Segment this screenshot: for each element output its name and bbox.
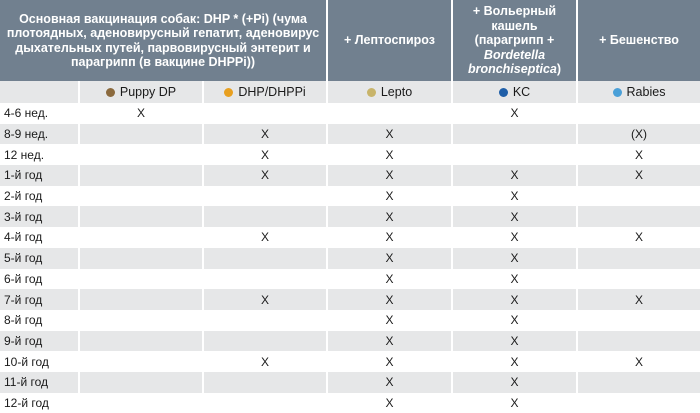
dhp-cell [202, 103, 326, 124]
kc-cell: X [451, 331, 576, 352]
kc-cell [451, 144, 576, 165]
rabies-cell [576, 206, 700, 227]
dhp-cell [202, 269, 326, 290]
header-kennel-cough-italic-1: Bordetella [483, 47, 546, 62]
dhp-cell [202, 186, 326, 207]
legend-dot-icon [367, 88, 376, 97]
table-row [0, 269, 700, 290]
rabies-cell: (X) [576, 124, 700, 145]
dhp-cell [202, 310, 326, 331]
age-cell: 2-й год [4, 189, 43, 204]
lepto-cell: X [326, 372, 451, 393]
legend-dhp [202, 81, 326, 103]
dhp-cell [202, 248, 326, 269]
lepto-cell: X [326, 269, 451, 290]
rabies-cell [576, 103, 700, 124]
legend-rabies [576, 81, 700, 103]
lepto-cell: X [326, 206, 451, 227]
puppy-dp-cell [78, 372, 202, 393]
legend-dot-icon [224, 88, 233, 97]
table-row [0, 227, 700, 248]
dhp-cell: X [202, 289, 326, 310]
puppy-dp-cell [78, 289, 202, 310]
table-row [0, 289, 700, 310]
header-kennel-cough-close: ) [556, 62, 562, 77]
table-row [0, 144, 700, 165]
legend-lepto [326, 81, 451, 103]
kc-cell: X [451, 310, 576, 331]
kc-cell: X [451, 103, 576, 124]
kc-cell: X [451, 372, 576, 393]
legend-puppy-dp [78, 81, 202, 103]
kc-cell [451, 124, 576, 145]
puppy-dp-cell [78, 124, 202, 145]
dhp-cell: X [202, 227, 326, 248]
rabies-cell: X [576, 227, 700, 248]
rabies-cell [576, 186, 700, 207]
age-cell: 9-й год [4, 333, 43, 348]
lepto-cell: X [326, 393, 451, 413]
legend-dot-icon [499, 88, 508, 97]
kc-cell: X [451, 269, 576, 290]
table-row [0, 186, 700, 207]
table-row [0, 310, 700, 331]
lepto-cell: X [326, 351, 451, 372]
table-row [0, 124, 700, 145]
kc-cell: X [451, 289, 576, 310]
dhp-cell [202, 393, 326, 413]
lepto-cell: X [326, 310, 451, 331]
table-header [0, 0, 700, 81]
dhp-cell: X [202, 144, 326, 165]
puppy-dp-cell [78, 269, 202, 290]
legend-label: Rabies [626, 85, 666, 99]
puppy-dp-cell [78, 144, 202, 165]
kc-cell: X [451, 165, 576, 186]
age-cell: 6-й год [4, 271, 43, 286]
lepto-cell: X [326, 227, 451, 248]
dhp-cell: X [202, 165, 326, 186]
lepto-cell: X [326, 165, 451, 186]
table-row [0, 103, 700, 124]
legend-empty-cell [0, 81, 78, 103]
rabies-cell [576, 331, 700, 352]
dhp-cell [202, 372, 326, 393]
legend-label: KC [512, 85, 531, 99]
header-rabies: + Бешенство [576, 0, 700, 81]
puppy-dp-cell [78, 206, 202, 227]
dhp-cell: X [202, 351, 326, 372]
header-kennel-cough-text: + Вольерный кашель (парагрипп + [472, 4, 557, 48]
lepto-cell [326, 103, 451, 124]
kc-cell: X [451, 248, 576, 269]
puppy-dp-cell [78, 351, 202, 372]
age-cell: 1-й год [4, 168, 43, 183]
rabies-cell: X [576, 165, 700, 186]
kc-cell: X [451, 186, 576, 207]
legend-label: Lepto [380, 85, 413, 99]
kc-cell: X [451, 393, 576, 413]
legend-dot-icon [106, 88, 115, 97]
legend-dot-icon [613, 88, 622, 97]
lepto-cell: X [326, 248, 451, 269]
lepto-cell: X [326, 144, 451, 165]
rabies-cell [576, 372, 700, 393]
age-cell: 4-6 нед. [4, 106, 49, 121]
legend-label: Puppy DP [119, 85, 177, 99]
table-row [0, 165, 700, 186]
age-cell: 11-й год [4, 375, 49, 390]
age-cell: 3-й год [4, 209, 43, 224]
kc-cell: X [451, 227, 576, 248]
puppy-dp-cell [78, 248, 202, 269]
age-cell: 7-й год [4, 292, 43, 307]
table-row [0, 206, 700, 227]
age-cell: 8-й год [4, 313, 43, 328]
lepto-cell: X [326, 186, 451, 207]
header-kennel-cough [451, 0, 576, 81]
table-row [0, 248, 700, 269]
puppy-dp-cell [78, 186, 202, 207]
lepto-cell: X [326, 124, 451, 145]
puppy-dp-cell [78, 310, 202, 331]
legend-kc [451, 81, 576, 103]
kc-cell: X [451, 351, 576, 372]
header-leptospirosis: + Лептоспироз [326, 0, 451, 81]
puppy-dp-cell [78, 227, 202, 248]
kc-cell: X [451, 206, 576, 227]
age-cell: 8-9 нед. [4, 127, 49, 142]
legend-label: DHP/DHPPi [238, 85, 306, 99]
rabies-cell: X [576, 351, 700, 372]
lepto-cell: X [326, 289, 451, 310]
dhp-cell [202, 331, 326, 352]
rabies-cell [576, 310, 700, 331]
header-kennel-cough-italic-2: bronchiseptica [467, 62, 557, 77]
rabies-cell [576, 393, 700, 413]
age-cell: 12-й год [4, 395, 49, 410]
age-cell: 12 нед. [4, 147, 45, 162]
table-body [0, 103, 700, 413]
puppy-dp-cell: X [78, 103, 202, 124]
dhp-cell: X [202, 124, 326, 145]
age-cell: 4-й год [4, 230, 43, 245]
table-row [0, 393, 700, 413]
puppy-dp-cell [78, 393, 202, 413]
table-row [0, 372, 700, 393]
rabies-cell: X [576, 289, 700, 310]
dhp-cell [202, 206, 326, 227]
rabies-cell [576, 248, 700, 269]
puppy-dp-cell [78, 165, 202, 186]
legend-row [0, 81, 700, 103]
age-cell: 5-й год [4, 251, 43, 266]
table-row [0, 331, 700, 352]
puppy-dp-cell [78, 331, 202, 352]
age-cell: 10-й год [4, 354, 49, 369]
header-core-vaccination: Основная вакцинация собак: DHP * (+Pi) (чума плотоядных, аденовирусный гепатит, аденовирус дыхательных путей, парвовирусный энтерит и парагрипп (в вакцине DHPPi)) [6, 11, 320, 69]
table-row [0, 351, 700, 372]
lepto-cell: X [326, 331, 451, 352]
rabies-cell: X [576, 144, 700, 165]
rabies-cell [576, 269, 700, 290]
